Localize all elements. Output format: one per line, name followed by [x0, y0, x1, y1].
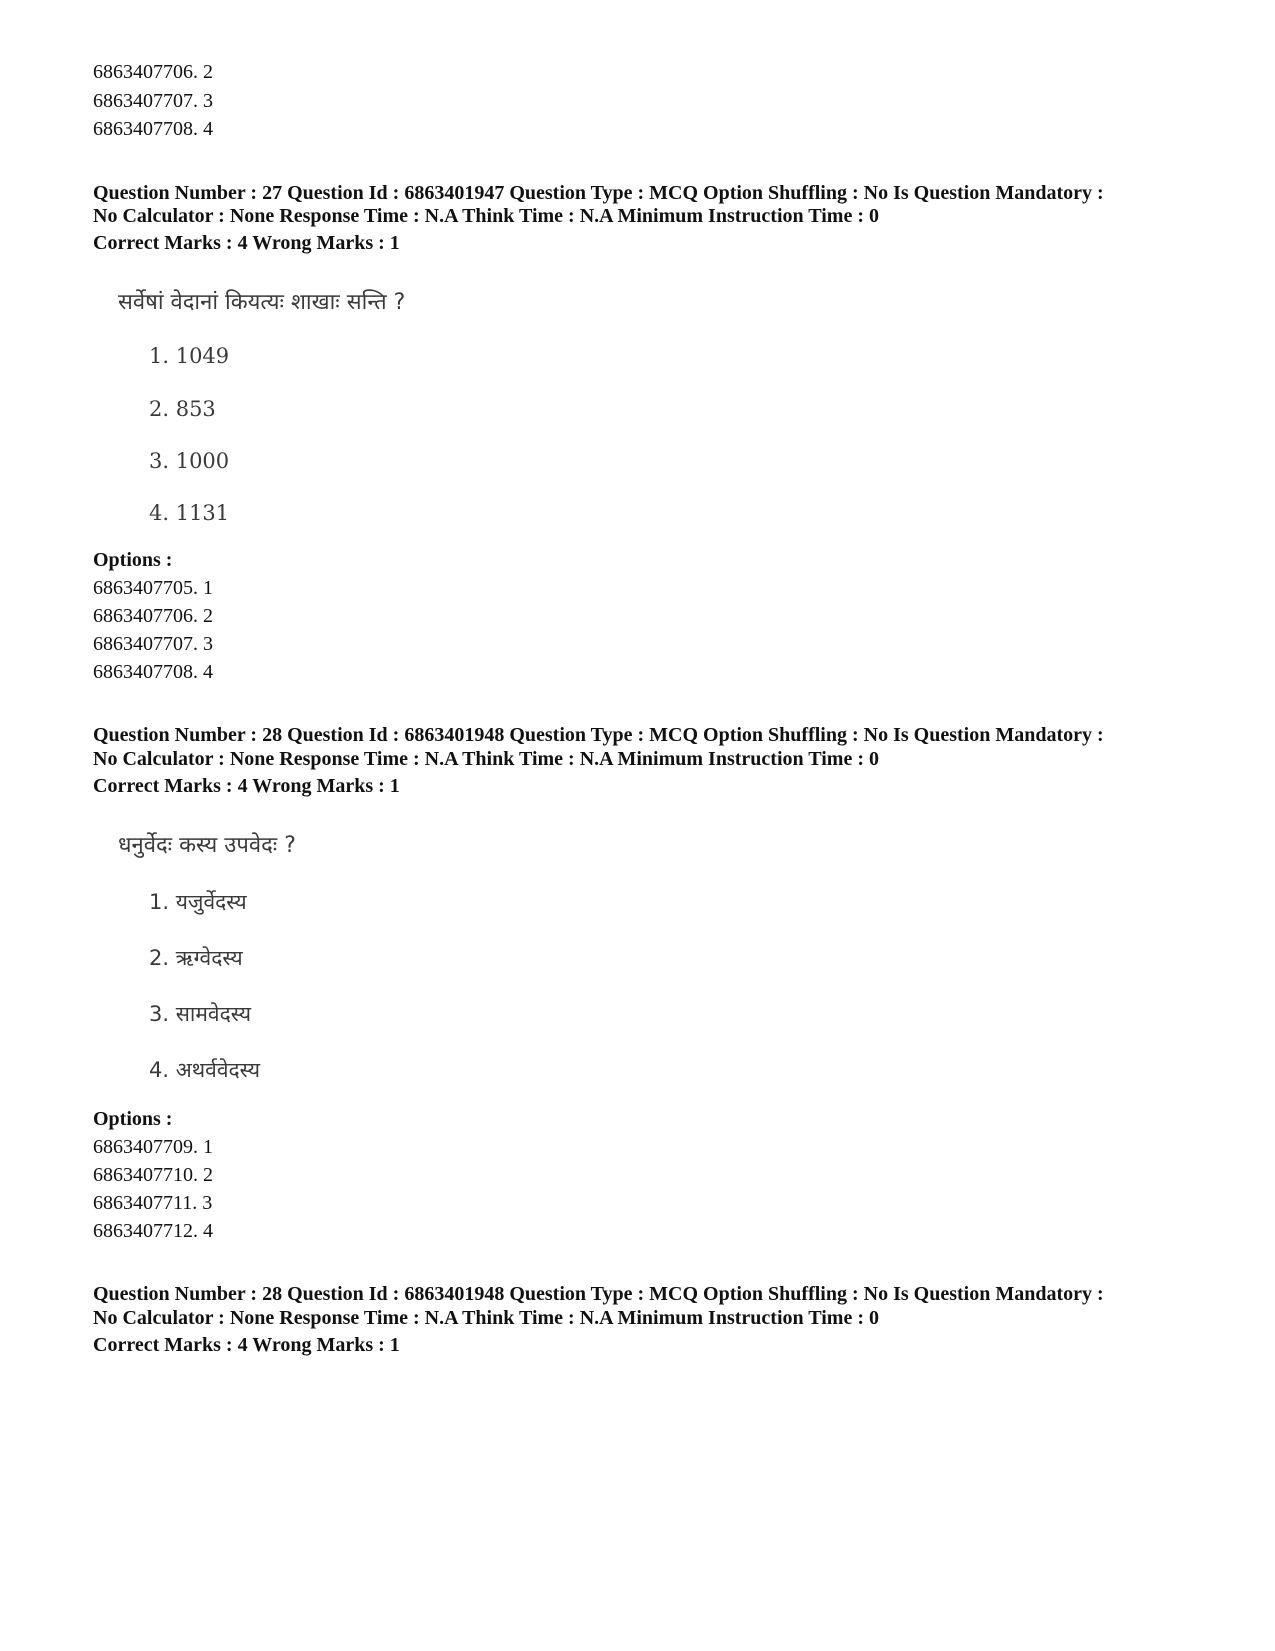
option-id-line: 6863407706. 2 [93, 61, 213, 83]
question-choice: 2. ऋग्वेदस्य [149, 946, 243, 970]
option-id-line: 6863407709. 1 [93, 1136, 213, 1158]
question-marks: Correct Marks : 4 Wrong Marks : 1 [93, 775, 400, 797]
question-header-line1: Question Number : 28 Question Id : 6863401948 Question Type : MCQ Option Shuffling : No Is Question Mandatory : [93, 724, 1104, 746]
question-choice: 4. अथर्ववेदस्य [149, 1058, 261, 1082]
question-choice: 3. सामवेदस्य [149, 1002, 252, 1026]
options-label: Options : [93, 549, 173, 571]
question-stem: धनुर्वेदः कस्य उपवेदः ? [118, 833, 296, 858]
option-id-line: 6863407711. 3 [93, 1192, 213, 1214]
question-choice: 2. 853 [149, 397, 216, 421]
option-id-line: 6863407705. 1 [93, 577, 213, 599]
option-id-line: 6863407708. 4 [93, 118, 213, 140]
option-id-line: 6863407710. 2 [93, 1164, 213, 1186]
question-marks: Correct Marks : 4 Wrong Marks : 1 [93, 232, 400, 254]
question-choice: 3. 1000 [149, 449, 230, 473]
options-label: Options : [93, 1108, 173, 1130]
question-choice: 4. 1131 [149, 501, 230, 525]
option-id-line: 6863407708. 4 [93, 661, 213, 683]
question-header-line2: No Calculator : None Response Time : N.A Think Time : N.A Minimum Instruction Time : 0 [93, 748, 879, 770]
question-marks: Correct Marks : 4 Wrong Marks : 1 [93, 1334, 400, 1356]
question-choice: 1. 1049 [149, 344, 230, 368]
option-id-line: 6863407707. 3 [93, 90, 213, 112]
option-id-line: 6863407707. 3 [93, 633, 213, 655]
question-header-line2: No Calculator : None Response Time : N.A Think Time : N.A Minimum Instruction Time : 0 [93, 1307, 879, 1329]
option-id-line: 6863407706. 2 [93, 605, 213, 627]
question-header-line1: Question Number : 28 Question Id : 6863401948 Question Type : MCQ Option Shuffling : No Is Question Mandatory : [93, 1283, 1104, 1305]
option-id-line: 6863407712. 4 [93, 1220, 213, 1242]
question-choice: 1. यजुर्वेदस्य [149, 890, 247, 914]
question-stem: सर्वेषां वेदानां कियत्यः शाखाः सन्ति ? [118, 290, 406, 315]
question-header-line1: Question Number : 27 Question Id : 6863401947 Question Type : MCQ Option Shuffling : No Is Question Mandatory : [93, 182, 1104, 204]
question-header-line2: No Calculator : None Response Time : N.A Think Time : N.A Minimum Instruction Time : 0 [93, 205, 879, 227]
